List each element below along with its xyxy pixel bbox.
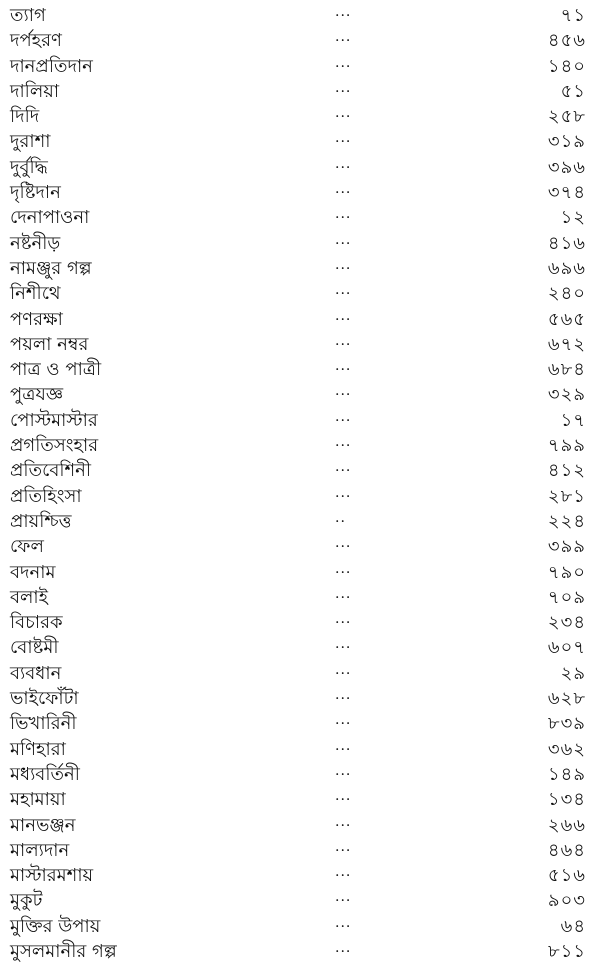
entry-page-number: ৬৪ <box>560 915 586 937</box>
entry-title: মুকুট <box>10 890 43 912</box>
entry-dot-leader: ... <box>335 585 352 602</box>
entry-dot-leader: ... <box>335 130 352 147</box>
index-entry-row <box>0 534 600 559</box>
entry-title: বিচারক <box>10 612 63 634</box>
entry-page-number: ২২৪ <box>547 510 586 532</box>
entry-page-number: ৭১ <box>560 5 586 26</box>
entry-title: প্রগতিসংহার <box>10 435 99 457</box>
entry-dot-leader: ... <box>335 535 352 552</box>
entry-title: প্রায়শ্চিত্ত <box>10 510 72 532</box>
entry-page-number: ১৪৯ <box>547 763 586 785</box>
entry-dot-leader: ... <box>335 105 352 122</box>
entry-page-number: ৫৬৫ <box>547 308 586 330</box>
entry-title: পুত্রযজ্ঞ <box>10 384 64 406</box>
entry-title: মাল্যদান <box>10 839 70 861</box>
index-entry-row <box>0 686 600 711</box>
index-entry-row <box>0 737 600 762</box>
index-entry-row <box>0 3 600 28</box>
index-entry-row <box>0 408 600 433</box>
index-entry-row <box>0 610 600 635</box>
entry-page-number: ৭৯০ <box>547 561 586 583</box>
index-entry-row <box>0 357 600 382</box>
entry-page-number: ২৪০ <box>547 283 586 305</box>
index-entry-row <box>0 433 600 458</box>
index-entry-row <box>0 256 600 281</box>
index-entry-row <box>0 914 600 939</box>
index-entry-row <box>0 509 600 534</box>
entry-title: দুর্বুদ্ধি <box>10 156 48 178</box>
entry-page-number: ১৪০ <box>547 55 586 77</box>
entry-title: নষ্টনীড় <box>10 232 61 254</box>
entry-title: বলাই <box>10 586 49 608</box>
entry-page-number: ৩৭৪ <box>547 182 586 204</box>
entry-title: মহামায়া <box>10 789 66 811</box>
entry-title: দানপ্রতিদান <box>10 55 93 77</box>
entry-page-number: ২৫৮ <box>547 106 586 128</box>
entry-dot-leader: ... <box>335 484 352 501</box>
entry-dot-leader: ... <box>335 155 352 172</box>
entry-page-number: ৭০৯ <box>547 586 586 608</box>
entry-title: নিশীথে <box>10 283 61 305</box>
entry-page-number: ৬৮৪ <box>547 359 586 381</box>
entry-dot-leader: ... <box>335 813 352 830</box>
entry-page-number: ২৮১ <box>547 485 586 507</box>
entry-title: মুক্তির উপায় <box>10 915 101 937</box>
entry-dot-leader: ... <box>335 4 352 20</box>
index-entry-row <box>0 231 600 256</box>
entry-title: দিদি <box>10 106 40 128</box>
index-entry-row <box>0 155 600 180</box>
entry-title: পণরক্ষা <box>10 308 63 330</box>
index-entry-row <box>0 180 600 205</box>
entry-title: বদনাম <box>10 561 56 583</box>
index-entry-row <box>0 585 600 610</box>
index-entry-row <box>0 54 600 79</box>
index-entry-row <box>0 787 600 812</box>
index-entry-row <box>0 939 600 964</box>
index-entry-row <box>0 838 600 863</box>
entry-dot-leader: ... <box>335 661 352 678</box>
entry-title: ভাইফোঁটা <box>10 688 79 710</box>
entry-page-number: ৯০৩ <box>547 890 586 912</box>
entry-dot-leader: ... <box>335 914 352 931</box>
entry-dot-leader: ... <box>335 383 352 400</box>
entry-title: পোস্টমাস্টার <box>10 409 98 431</box>
entry-title: নামঞ্জুর গল্প <box>10 257 92 279</box>
entry-dot-leader: ... <box>335 206 352 223</box>
entry-page-number: ৮১১ <box>547 940 586 962</box>
entry-title: বোষ্টমী <box>10 637 59 659</box>
entry-page-number: ৬৭২ <box>547 333 586 355</box>
entry-title: দর্পহরণ <box>10 30 62 52</box>
entry-dot-leader: ... <box>335 459 352 476</box>
entry-page-number: ১৭ <box>560 409 586 431</box>
index-entry-row <box>0 332 600 357</box>
entry-page-number: ৩১৯ <box>547 131 586 153</box>
entry-page-number: ৩৯৬ <box>547 156 586 178</box>
index-entry-row <box>0 813 600 838</box>
index-entry-row <box>0 281 600 306</box>
entry-page-number: ৩৯৯ <box>547 536 586 558</box>
entry-page-number: ৪৬৪ <box>547 839 586 861</box>
index-entry-row <box>0 762 600 787</box>
entry-page-number: ২৯ <box>560 662 586 684</box>
entry-page-number: ২৩৪ <box>547 612 586 634</box>
entry-title: প্রতিহিংসা <box>10 485 82 507</box>
entry-page-number: ৩৬২ <box>547 738 586 760</box>
entry-dot-leader: ... <box>335 762 352 779</box>
entry-page-number: ৪৫৬ <box>547 30 586 52</box>
entry-dot-leader: ... <box>335 181 352 198</box>
entry-dot-leader: ... <box>335 560 352 577</box>
index-entry-row <box>0 205 600 230</box>
index-entry-row <box>0 711 600 736</box>
entry-page-number: ৪১৬ <box>547 232 586 254</box>
index-entry-row <box>0 382 600 407</box>
entry-page-number: ৫১ <box>560 80 586 102</box>
entry-title: ব্যবধান <box>10 662 62 684</box>
entry-dot-leader: .. <box>335 509 346 526</box>
entry-dot-leader: ... <box>335 79 352 96</box>
entry-title: মণিহারা <box>10 738 66 760</box>
entry-title: ফেল <box>10 536 44 558</box>
entry-title: দুরাশা <box>10 131 51 153</box>
entry-page-number: ৩২৯ <box>547 384 586 406</box>
entry-dot-leader: ... <box>335 636 352 653</box>
entry-dot-leader: ... <box>335 737 352 754</box>
index-entry-row <box>0 635 600 660</box>
entry-dot-leader: ... <box>335 54 352 71</box>
entry-page-number: ৬২৮ <box>547 688 586 710</box>
index-entry-row <box>0 79 600 104</box>
index-entry-row <box>0 28 600 53</box>
entry-dot-leader: ... <box>335 434 352 451</box>
entry-dot-leader: ... <box>335 838 352 855</box>
index-entry-row <box>0 307 600 332</box>
entry-dot-leader: ... <box>335 939 352 956</box>
entry-dot-leader: ... <box>335 408 352 425</box>
entry-page-number: ৭৯৯ <box>547 435 586 457</box>
entry-dot-leader: ... <box>335 712 352 729</box>
index-entry-row <box>0 661 600 686</box>
entry-dot-leader: ... <box>335 332 352 349</box>
entry-dot-leader: ... <box>335 29 352 46</box>
index-entry-row <box>0 104 600 129</box>
entry-title: পাত্র ও পাত্রী <box>10 359 102 381</box>
entry-title: পয়লা নম্বর <box>10 333 89 355</box>
entry-title: ত্যাগ <box>10 5 46 26</box>
entry-page-number: ৬০৭ <box>547 637 586 659</box>
entry-dot-leader: ... <box>335 256 352 273</box>
entry-dot-leader: ... <box>335 307 352 324</box>
entry-dot-leader: ... <box>335 687 352 704</box>
entry-dot-leader: ... <box>335 358 352 375</box>
entry-title: মানভঞ্জন <box>10 814 76 836</box>
entry-dot-leader: ... <box>335 282 352 299</box>
index-entry-row <box>0 560 600 585</box>
entry-page-number: ৮৩৯ <box>547 713 586 735</box>
entry-title: ভিখারিনী <box>10 713 77 735</box>
entry-title: মুসলমানীর গল্প <box>10 940 117 962</box>
index-entry-row <box>0 484 600 509</box>
entry-dot-leader: ... <box>335 231 352 248</box>
index-entry-row <box>0 888 600 913</box>
entry-page-number: ৬৯৬ <box>547 257 586 279</box>
entry-title: দালিয়া <box>10 80 60 102</box>
entry-dot-leader: ... <box>335 864 352 881</box>
entry-title: মধ্যবর্তিনী <box>10 763 80 785</box>
index-entry-row <box>0 863 600 888</box>
entry-dot-leader: ... <box>335 611 352 628</box>
entry-page-number: ৪১২ <box>547 460 586 482</box>
entry-page-number: ২৬৬ <box>547 814 586 836</box>
story-index-list <box>0 3 600 964</box>
entry-title: দেনাপাওনা <box>10 207 90 229</box>
index-entry-row <box>0 458 600 483</box>
entry-page-number: ১৩৪ <box>547 789 586 811</box>
entry-page-number: ৫১৬ <box>547 865 586 887</box>
entry-title: মাস্টারমশায় <box>10 865 94 887</box>
index-entry-row <box>0 129 600 154</box>
entry-title: প্রতিবেশিনী <box>10 460 92 482</box>
entry-dot-leader: ... <box>335 788 352 805</box>
entry-page-number: ১২ <box>560 207 586 229</box>
entry-title: দৃষ্টিদান <box>10 182 61 204</box>
entry-dot-leader: ... <box>335 889 352 906</box>
